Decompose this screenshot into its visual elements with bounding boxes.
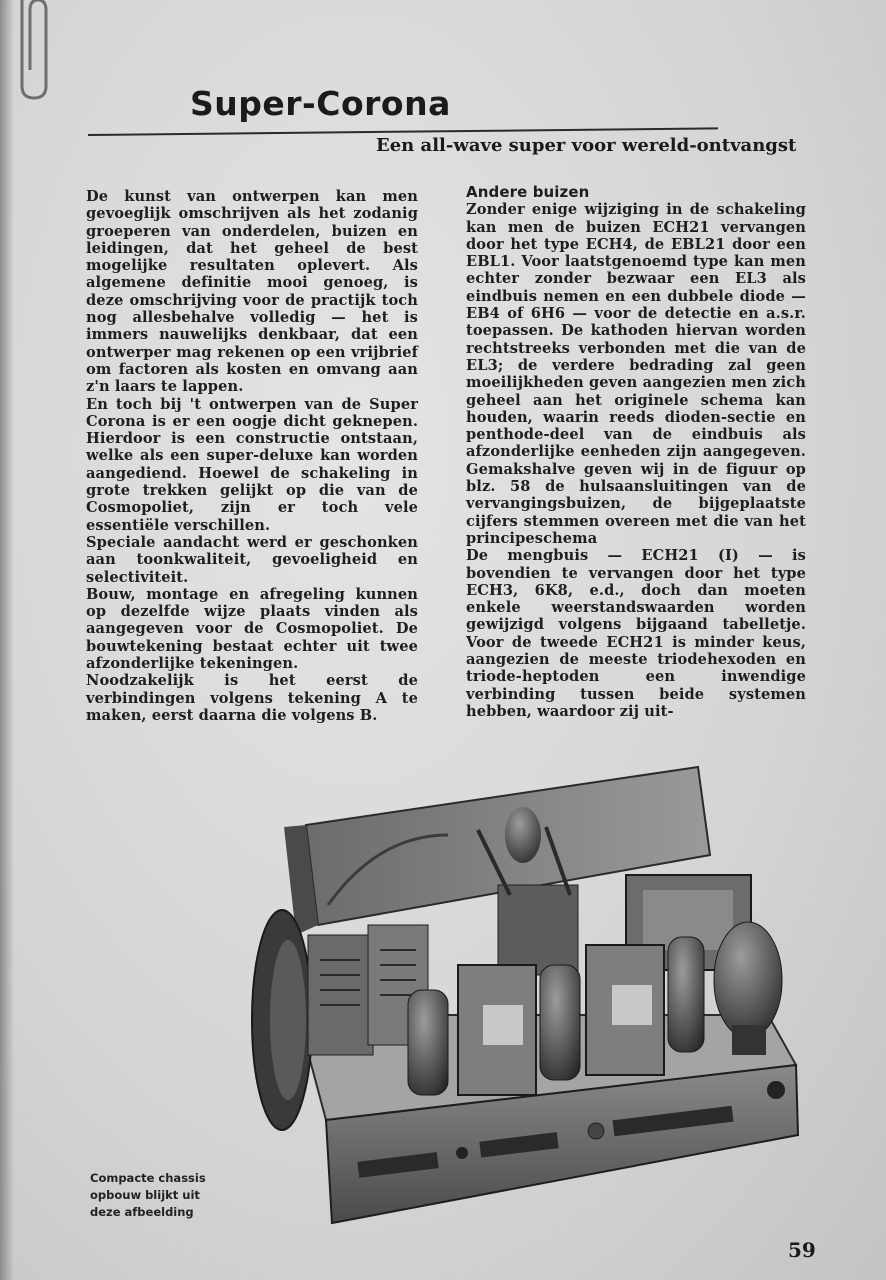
- page-number: 59: [788, 1238, 816, 1262]
- chassis-photo: [248, 765, 808, 1230]
- paragraph: De mengbuis — ECH21 (I) — is bovendien te vervangen door het type ECH3, 6K8, e.d., doch dan moeten enkele weerstandswaarden worden gewijzigd volgens bijgaand tabelletje. Voor de tweede ECH21 is minder keus, aangezien de meeste triodehexoden en triode-heptoden een inwendige verbinding tussen beide systemen hebben, waardoor zij uit-: [466, 547, 806, 720]
- paperclip-icon: [8, 0, 48, 108]
- right-column: [466, 184, 806, 720]
- paragraph: Noodzakelijk is het eerst de verbindingen volgens tekening A te maken, eerst daarna die volgens B.: [86, 672, 418, 724]
- article-title: Super-Corona: [190, 84, 451, 123]
- photo-caption: Compacte chassis opbouw blijkt uit deze afbeelding: [90, 1171, 206, 1219]
- paragraph: Speciale aandacht werd er geschonken aan toonkwaliteit, gevoeligheid en selectiviteit.: [86, 533, 418, 586]
- paragraph: Zonder enige wijziging in de schakeling kan men de buizen ECH21 vervangen door het type ECH4, de EBL21 door een EBL1. Voor laatstgenoemd type kan men echter zonder bezwaar een EL3 als eindbuis nemen en een dubbele diode — EB4 of 6H6 — voor de detectie en a.s.r. toepassen. De kathoden hiervan worden rechtstreeks verbonden met die van de EL3; de verdere bedrading zal geen moeilijkheden geven aangezien men zich geheel aan het originele schema kan houden, waarin reeds dioden-sectie en penthode-deel van de eindbuis als afzonderlijke eenheden zijn aangegeven. Gemakshalve geven wij in de figuur op blz. 58 de hulsaansluitingen van de vervangingsbuizen, de bijgeplaatste cijfers stemmen overeen met die van het principeschema: [466, 201, 806, 547]
- paragraph: Bouw, montage en afregeling kunnen op dezelfde wijze plaats vinden als aangegeven voor de Cosmopoliet. De bouwtekening bestaat echter uit twee afzonderlijke tekeningen.: [86, 585, 418, 673]
- left-column: [86, 188, 418, 724]
- paragraph: En toch bij 't ontwerpen van de Super Corona is er een oogje dicht geknepen. Hierdoor is een constructie ontstaan, welke als een super-deluxe kan worden aangediend. Hoewel de schakeling in grote trekken gelijkt op die van de Cosmopoliet, zijn er toch vele essentiële verschillen.: [86, 395, 418, 534]
- section-heading: Andere buizen: [466, 183, 590, 201]
- page-edge-shadow: [0, 0, 14, 1280]
- article-subtitle: Een all-wave super voor wereld-ontvangst: [376, 135, 797, 156]
- paragraph: De kunst van ontwerpen kan men gevoeglijk omschrijven als het zodanig groeperen van onderdelen, buizen en leidingen, dat het geheel de best mogelijke resultaten oplevert. Als algemene definitie mooi genoeg, is deze omschrijving voor de practijk toch nog allesbehalve volledig — het is immers nauwelijks denkbaar, dat een ontwerper mag rekenen op een vrijbrief om factoren als kosten en omvang aan z'n laars te lappen.: [86, 188, 418, 396]
